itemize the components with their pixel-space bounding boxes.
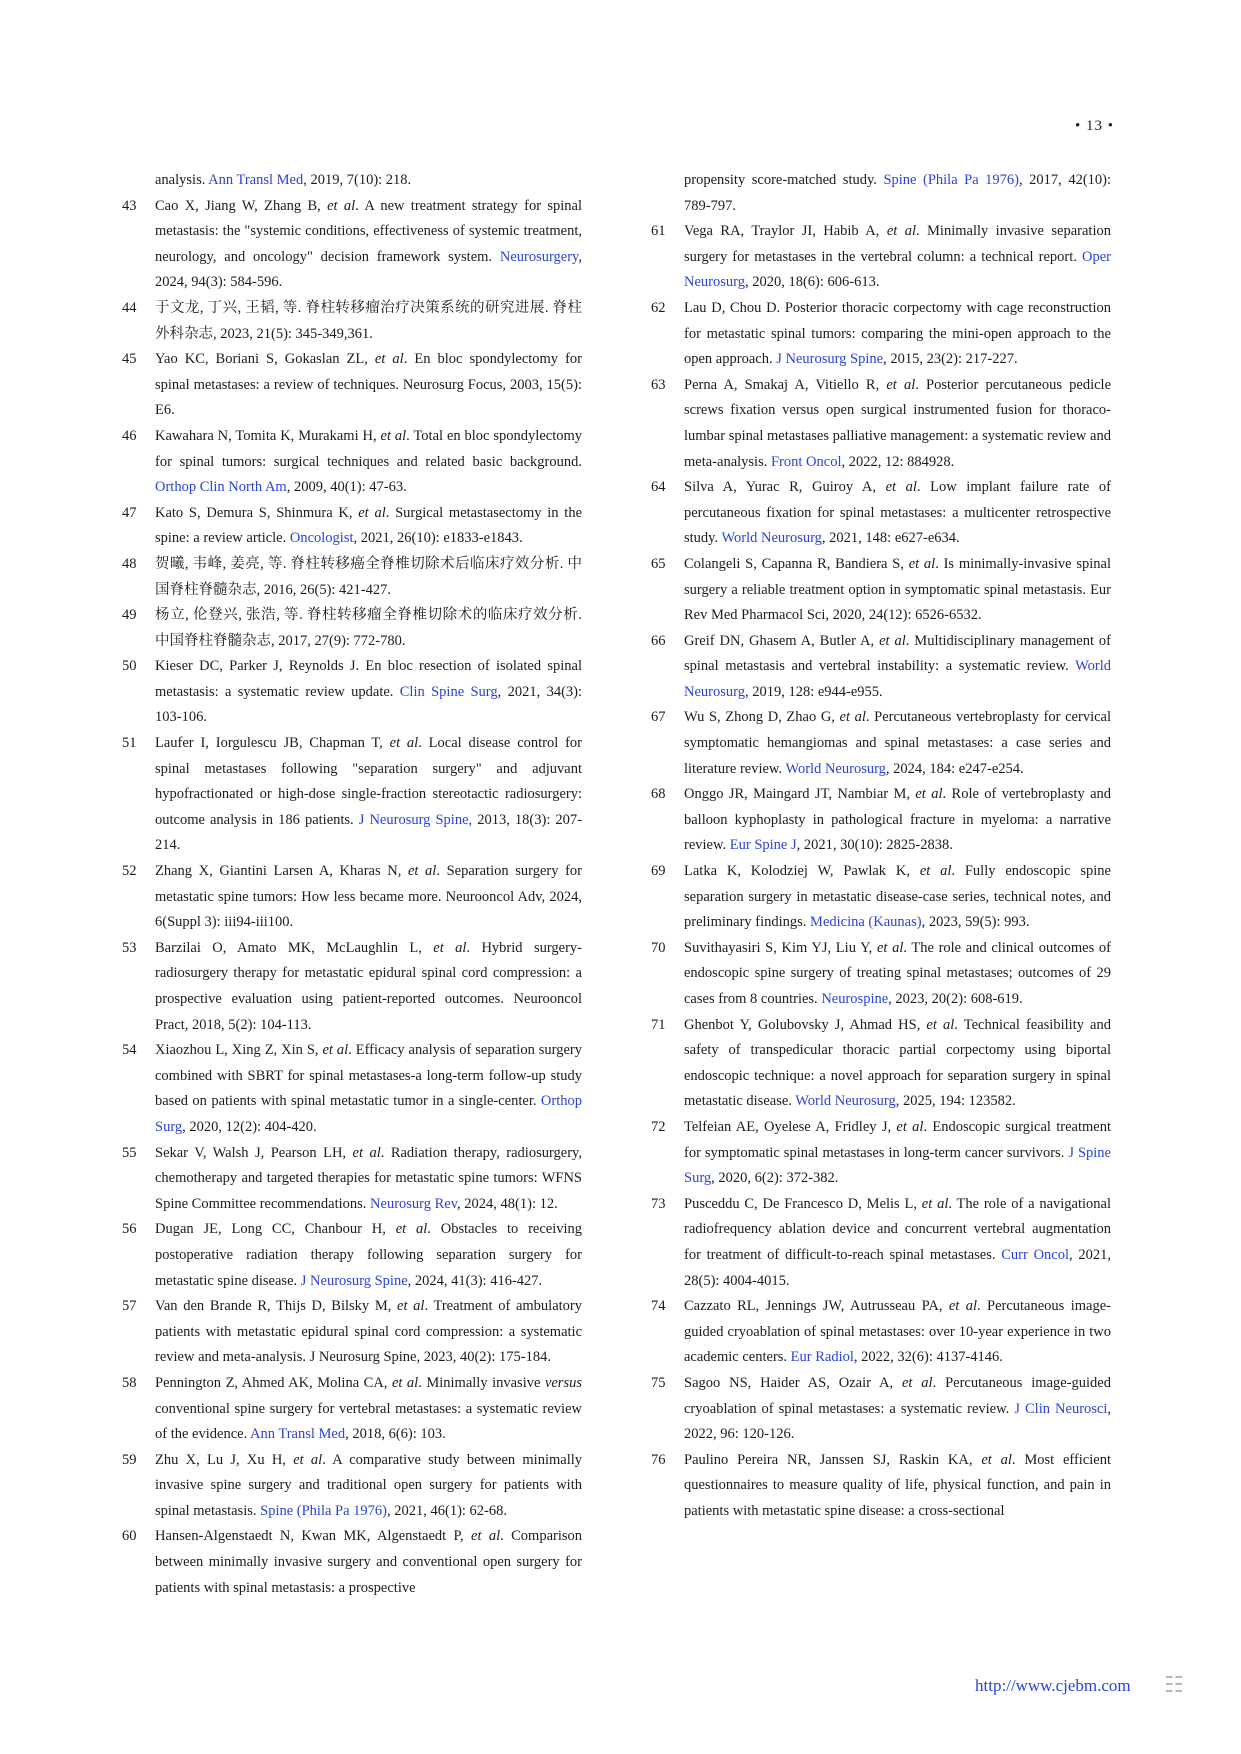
- journal-link[interactable]: J Neurosurg Spine: [300, 1272, 408, 1289]
- reference-item: [651, 219, 1111, 296]
- reference-text: . Minimally invasive: [418, 1374, 545, 1391]
- reference-text: . Radiation therapy, radiosurgery, chemotherapy and targeted therapies for metastatic spine tumors: WFNS Spine Committee recommendations.: [155, 1144, 582, 1212]
- journal-link[interactable]: Clin Spine Surg: [399, 683, 498, 700]
- reference-number: 49: [122, 607, 137, 624]
- reference-item: [651, 1371, 1111, 1448]
- reference-text: Silva A, Yurac R, Guiroy A,: [684, 479, 886, 496]
- reference-list-right: [651, 168, 1111, 1524]
- reference-number: 50: [122, 658, 137, 675]
- reference-item: [651, 705, 1111, 782]
- italic-text: et al: [407, 863, 437, 880]
- reference-text: Cao X, Jiang W, Zhang B,: [155, 197, 328, 214]
- reference-text: . Technical feasibility and safety of transpedicular thoracic partial corpectomy using biportal endoscopic technique: a novel approach for separation surgery in spinal metastatic disease.: [684, 1016, 1111, 1110]
- reference-text: , 2020, 18(6): 606-613.: [744, 274, 880, 291]
- reference-text: , 2021, 46(1): 62-68.: [387, 1502, 508, 1519]
- reference-number: 47: [122, 504, 137, 521]
- reference-item: [122, 1217, 582, 1294]
- reference-number: 72: [651, 1118, 666, 1135]
- reference-number: 61: [651, 223, 666, 240]
- reference-text: Dugan JE, Long CC, Chanbour H,: [155, 1221, 396, 1238]
- reference-item: [122, 1524, 582, 1601]
- reference-text: . En bloc spondylectomy for spinal metastases: a review of techniques. Neurosurg Focus, 2003, 15(5): E6.: [155, 351, 582, 419]
- italic-text: et al: [293, 1451, 323, 1468]
- italic-text: et al: [389, 735, 419, 752]
- reference-text: . Hybrid surgery-radiosurgery therapy for metastatic epidural spinal cord compression: a prospective evaluation using patient-reported outcomes. Neurooncol Pract, 2018, 5(2): 104-113.: [155, 939, 582, 1033]
- reference-text: Pennington Z, Ahmed AK, Molina CA,: [155, 1374, 392, 1391]
- reference-text: , 2019, 128: e944-e955.: [744, 683, 883, 700]
- reference-item: [122, 731, 582, 859]
- reference-text: . Role of vertebroplasty and balloon kyphoplasty in pathological fracture in myeloma: a narrative review.: [684, 786, 1112, 854]
- reference-text: Van den Brande R, Thijs D, Bilsky M,: [155, 1298, 398, 1315]
- reference-text: Perna A, Smakaj A, Vitiello R,: [684, 376, 887, 393]
- journal-link[interactable]: World Neurosurg: [684, 658, 1111, 700]
- reference-number: 67: [651, 709, 666, 726]
- italic-text: et al: [886, 376, 916, 393]
- italic-text: et al: [327, 197, 356, 214]
- journal-link[interactable]: Neurosurgery: [499, 248, 579, 265]
- reference-number: 76: [651, 1451, 666, 1468]
- italic-text: et al: [471, 1528, 501, 1545]
- reference-text: , 2021, 148: e627-e634.: [821, 530, 960, 547]
- reference-text: . Total en bloc spondylectomy for spinal tumors: surgical techniques and related basic background.: [155, 427, 583, 470]
- journal-link[interactable]: J Spine Surg: [684, 1144, 1111, 1187]
- journal-link[interactable]: Front Oncol: [770, 453, 842, 470]
- reference-text: , 2017, 42(10): 789-797.: [684, 172, 1112, 214]
- italic-text: et al: [896, 1118, 924, 1135]
- reference-number: 55: [122, 1144, 137, 1161]
- journal-logo-icon: ☷: [1164, 1672, 1184, 1697]
- reference-list-left: [122, 168, 582, 1601]
- reference-text: , 2020, 6(2): 372-382.: [711, 1170, 839, 1187]
- reference-item: [122, 603, 582, 654]
- reference-item: [122, 1294, 582, 1371]
- reference-text: 于文龙, 丁兴, 王韬, 等. 脊柱转移瘤治疗决策系统的研究进展. 脊柱外科杂志, 2023, 21(5): 345-349,361.: [155, 299, 582, 342]
- italic-text: et al: [391, 1374, 419, 1391]
- reference-number: 70: [651, 939, 666, 956]
- journal-link[interactable]: Orthop Clin North Am: [155, 479, 287, 496]
- reference-text: . Percutaneous image-guided cryoablation of spinal metastases: over 10-year experience in two academic centers.: [684, 1298, 1111, 1366]
- journal-link[interactable]: Ann Transl Med: [250, 1426, 346, 1443]
- reference-text: , 2024, 41(3): 416-427.: [407, 1272, 543, 1289]
- reference-text: , 2023, 59(5): 993.: [921, 914, 1030, 931]
- reference-item: [651, 296, 1111, 373]
- reference-text: 2013, 18(3): 207-214.: [155, 811, 582, 854]
- reference-text: . Obstacles to receiving postoperative radiation therapy following separation surgery for metastatic spine disease.: [155, 1221, 583, 1289]
- page-number: • 13 •: [1075, 118, 1115, 134]
- reference-text: . A new treatment strategy for spinal metastasis: the "systemic conditions, effectiveness of systemic treatment, neurology, and oncology" decision framework system.: [155, 197, 582, 265]
- reference-number: 69: [651, 863, 666, 880]
- journal-link[interactable]: J Neurosurg Spine,: [358, 811, 473, 828]
- reference-text: , 2024, 94(3): 584-596.: [155, 248, 582, 291]
- reference-text: . Comparison between minimally invasive surgery and conventional open surgery for patients with spinal metastasis: a prospective: [155, 1528, 582, 1596]
- reference-number: 74: [651, 1298, 666, 1315]
- reference-text: , 2025, 194: 123582.: [895, 1093, 1016, 1110]
- reference-item: [122, 1371, 582, 1448]
- reference-text: Latka K, Kolodziej W, Pawlak K,: [684, 863, 920, 880]
- reference-text: . Endoscopic surgical treatment for symptomatic spinal metastases in long-term cancer survivors.: [684, 1118, 1111, 1161]
- reference-text: Kieser DC, Parker J, Reynolds J. En bloc resection of isolated spinal metastasis: a systematic review update.: [155, 658, 582, 700]
- reference-text: . Surgical metastasectomy in the spine: a review article.: [155, 504, 583, 547]
- reference-text: , 2020, 12(2): 404-420.: [182, 1118, 317, 1135]
- reference-number: 46: [122, 427, 137, 444]
- reference-item: [651, 1013, 1111, 1115]
- reference-number: 65: [651, 555, 666, 572]
- journal-link[interactable]: Medicina (Kaunas): [810, 914, 922, 931]
- reference-text: , 2024, 48(1): 12.: [457, 1195, 558, 1212]
- reference-text: . Low implant failure rate of percutaneous fixation for spinal metastases: a multicenter retrospective study.: [684, 479, 1111, 547]
- reference-number: 44: [122, 299, 137, 316]
- reference-number: 60: [122, 1528, 137, 1545]
- journal-link[interactable]: Neurospine: [821, 991, 889, 1007]
- reference-number: 57: [122, 1298, 137, 1315]
- reference-text: . Efficacy analysis of separation surgery combined with SBRT for spinal metastases-a long-term follow-up study based on patients with spinal metastatic tumor in a single-center.: [155, 1042, 582, 1110]
- reference-text: Onggo JR, Maingard JT, Nambiar M,: [684, 786, 916, 803]
- italic-text: et al: [915, 786, 943, 803]
- reference-text: Cazzato RL, Jennings JW, Autrusseau PA,: [684, 1298, 949, 1315]
- reference-text: , 2022, 96: 120-126.: [684, 1400, 1112, 1443]
- reference-item: [122, 1141, 582, 1218]
- reference-text: analysis.: [155, 172, 209, 188]
- reference-item: [651, 782, 1111, 859]
- reference-number: 59: [122, 1451, 137, 1468]
- reference-number: 63: [651, 376, 666, 393]
- reference-text: . Multidisciplinary management of spinal metastasis and vertebral instability: a systematic review.: [684, 632, 1111, 675]
- journal-link[interactable]: J Neurosurg Spine: [776, 351, 884, 368]
- reference-item: [651, 1448, 1111, 1525]
- reference-number: 58: [122, 1374, 137, 1391]
- italic-text: et al: [886, 223, 916, 240]
- italic-text: et al: [879, 632, 906, 649]
- reference-item: [651, 373, 1111, 475]
- reference-text: Paulino Pereira NR, Janssen SJ, Raskin KA,: [684, 1451, 982, 1468]
- reference-text: 杨立, 伦登兴, 张浩, 等. 脊柱转移瘤全脊椎切除术的临床疗效分析. 中国脊柱脊髓杂志, 2017, 27(9): 772-780.: [155, 607, 582, 649]
- italic-text: et al: [352, 1144, 381, 1161]
- reference-text: , 2019, 7(10): 218.: [303, 172, 412, 188]
- reference-text: . Treatment of ambulatory patients with metastatic epidural spinal cord compression: a systematic review and meta-analysis. J Neurosurg Spine, 2023, 40(2): 175-184.: [155, 1298, 583, 1366]
- reference-item: [122, 296, 582, 347]
- journal-link[interactable]: World Neurosurg: [721, 530, 822, 547]
- reference-text: , 2018, 6(6): 103.: [345, 1426, 446, 1443]
- reference-number: 45: [122, 351, 137, 368]
- reference-text: , 2021, 28(5): 4004-4015.: [684, 1246, 1112, 1289]
- reference-text: . Separation surgery for metastatic spine tumors: How less became more. Neurooncol Adv, 2024, 6(Suppl 3): iii94-iii100.: [155, 863, 582, 931]
- reference-text: Barzilai O, Amato MK, McLaughlin L,: [155, 939, 434, 956]
- reference-text: Pusceddu C, De Francesco D, Melis L,: [684, 1195, 922, 1212]
- italic-text: et al: [981, 1451, 1012, 1468]
- journal-link[interactable]: Spine (Phila Pa 1976): [260, 1502, 387, 1519]
- reference-text: propensity score-matched study.: [684, 172, 884, 188]
- reference-item: [651, 1115, 1111, 1192]
- reference-text: Sekar V, Walsh J, Pearson LH,: [155, 1144, 353, 1161]
- italic-text: et al: [358, 504, 386, 521]
- reference-text: Hansen-Algenstaedt N, Kwan MK, Algenstaedt P,: [155, 1528, 472, 1545]
- reference-text: . Minimally invasive separation surgery for metastases in the vertebral column: a technical report.: [684, 223, 1111, 265]
- reference-text: Zhang X, Giantini Larsen A, Kharas N,: [155, 863, 408, 880]
- reference-text: conventional spine surgery for vertebral metastases: a systematic review of the evidence.: [155, 1400, 582, 1443]
- journal-link[interactable]: Oncologist: [289, 530, 354, 547]
- reference-text: . Most efficient questionnaires to measure quality of life, physical function, and pain in patients with metastatic spine disease: a cross-sectional: [684, 1451, 1111, 1519]
- italic-text: et al: [322, 1042, 349, 1059]
- reference-text: Suvithayasiri S, Kim YJ, Liu Y,: [684, 939, 877, 956]
- reference-text: Lau D, Chou D. Posterior thoracic corpectomy with cage reconstruction for metastatic spinal tumors: comparing the mini-open approach to the open approach.: [684, 299, 1111, 368]
- reference-number: 68: [651, 786, 666, 803]
- italic-text: et al: [948, 1298, 977, 1315]
- reference-number: 56: [122, 1221, 137, 1238]
- reference-number: 43: [122, 197, 137, 214]
- reference-text: Sagoo NS, Haider AS, Ozair A,: [684, 1374, 902, 1391]
- reference-text: . Posterior percutaneous pedicle screws fixation versus open surgical instrumented fusion for thoraco-lumbar spinal metastases palliative management: a systematic review and meta-analysis.: [684, 376, 1112, 470]
- reference-text: . The role of a navigational radiofrequency ablation device and concurrent vertebral augmentation for treatment of difficult-to-reach spinal metastases.: [684, 1195, 1111, 1263]
- reference-text: , 2009, 40(1): 47-63.: [286, 479, 407, 496]
- journal-link[interactable]: World Neurosurg: [785, 760, 886, 777]
- italic-text: et al: [908, 555, 936, 572]
- reference-text: Xiaozhou L, Xing Z, Xin S,: [155, 1042, 323, 1059]
- italic-text: et al: [374, 351, 404, 368]
- journal-link[interactable]: Neurosurg Rev: [370, 1195, 458, 1212]
- reference-number: 71: [651, 1016, 666, 1033]
- italic-text: et al: [395, 1221, 428, 1238]
- reference-text: , 2015, 23(2): 217-227.: [883, 351, 1018, 368]
- reference-text: Zhu X, Lu J, Xu H,: [155, 1451, 294, 1468]
- italic-text: et al: [901, 1374, 933, 1391]
- reference-text: , 2021, 26(10): e1833-e1843.: [353, 530, 523, 547]
- reference-number: 62: [651, 299, 666, 316]
- reference-number: 73: [651, 1195, 666, 1212]
- reference-item: [122, 654, 582, 731]
- reference-number: 48: [122, 555, 137, 572]
- reference-text: , 2024, 184: e247-e254.: [885, 760, 1024, 777]
- reference-item: [651, 629, 1111, 706]
- reference-text: Telfeian AE, Oyelese A, Fridley J,: [684, 1118, 897, 1135]
- journal-link[interactable]: J Clin Neurosci: [1014, 1400, 1108, 1417]
- reference-text: 贺曦, 韦峰, 姜亮, 等. 脊柱转移癌全脊椎切除术后临床疗效分析. 中国脊柱脊髓杂志, 2016, 26(5): 421-427.: [155, 555, 582, 598]
- italic-text: et al: [397, 1298, 425, 1315]
- reference-item: [122, 347, 582, 424]
- journal-link[interactable]: Spine (Phila Pa 1976): [883, 172, 1020, 188]
- reference-text: . A comparative study between minimally invasive spine surgery and traditional open surgery for patients with spinal metastasis.: [155, 1451, 582, 1519]
- reference-text: , 2021, 30(10): 2825-2838.: [796, 837, 953, 854]
- reference-item: [122, 1448, 582, 1525]
- journal-link[interactable]: Eur Radiol: [790, 1349, 854, 1366]
- reference-number: 75: [651, 1374, 666, 1391]
- reference-number: 53: [122, 939, 137, 956]
- reference-item: [122, 859, 582, 936]
- reference-text: , 2022, 12: 884928.: [841, 453, 955, 470]
- reference-item: [122, 1038, 582, 1140]
- reference-text: Ghenbot Y, Golubovsky J, Ahmad HS,: [684, 1016, 927, 1033]
- reference-item: [122, 194, 582, 296]
- reference-continuation: [651, 168, 1111, 219]
- reference-item: [651, 1294, 1111, 1371]
- reference-text: . Percutaneous image-guided cryoablation of spinal metastases: a systematic review.: [684, 1374, 1111, 1417]
- reference-text: . Fully endoscopic spine separation surgery in metastatic disease-case series, technical notes, and preliminary findings.: [684, 863, 1111, 931]
- reference-text: . Is minimally-invasive spinal surgery a reliable treatment option in symptomatic spinal metastasis. Eur Rev Med Pharmacol Sci, 2020, 24(12): 6526-6532.: [684, 555, 1111, 624]
- reference-item: [122, 552, 582, 603]
- italic-text: et al: [919, 863, 952, 880]
- journal-link[interactable]: World Neurosurg: [795, 1093, 896, 1110]
- reference-text: Kato S, Demura S, Shinmura K,: [155, 504, 359, 521]
- italic-text: et al: [885, 479, 917, 496]
- journal-link[interactable]: Ann Transl Med: [208, 172, 304, 188]
- reference-item: [651, 936, 1111, 1013]
- reference-item: [651, 475, 1111, 552]
- reference-text: . Local disease control for spinal metastases following "separation surgery" and adjuvant hypofractionated or high-dose single-fraction stereotactic radiosurgery: outcome analysis in 186 patients.: [155, 735, 583, 828]
- italic-text: et al: [876, 939, 904, 956]
- reference-text: Laufer I, Iorgulescu JB, Chapman T,: [155, 735, 390, 752]
- reference-number: 66: [651, 632, 666, 649]
- italic-text: et al: [433, 939, 467, 956]
- reference-text: Colangeli S, Capanna R, Bandiera S,: [684, 555, 909, 572]
- reference-text: . Percutaneous vertebroplasty for cervical symptomatic hemangiomas and spinal metastases: a case series and literature review.: [684, 709, 1111, 777]
- reference-text: Vega RA, Traylor JI, Habib A,: [684, 223, 887, 240]
- reference-item: [651, 859, 1111, 936]
- journal-link[interactable]: Curr Oncol: [1001, 1246, 1070, 1263]
- italic-text: et al: [921, 1195, 949, 1212]
- italic-text: et al: [839, 709, 866, 726]
- journal-link[interactable]: Eur Spine J: [729, 837, 797, 854]
- reference-item: [651, 552, 1111, 629]
- journal-link[interactable]: Oper Neurosurg: [684, 248, 1111, 291]
- reference-item: [122, 936, 582, 1038]
- reference-text: , 2022, 32(6): 4137-4146.: [853, 1349, 1003, 1366]
- journal-link[interactable]: Orthop Surg: [155, 1093, 582, 1135]
- reference-number: 51: [122, 735, 137, 752]
- reference-number: 52: [122, 863, 137, 880]
- reference-number: 64: [651, 479, 666, 496]
- reference-text: Greif DN, Ghasem A, Butler A,: [684, 632, 880, 649]
- italic-text: et al: [380, 427, 407, 444]
- italic-text: et al: [926, 1016, 955, 1033]
- reference-item: [651, 1192, 1111, 1294]
- italic-text: versus: [544, 1374, 582, 1391]
- reference-text: Yao KC, Boriani S, Gokaslan ZL,: [155, 351, 375, 368]
- reference-item: [122, 424, 582, 501]
- reference-text: , 2021, 34(3): 103-106.: [155, 683, 583, 726]
- reference-continuation: [122, 168, 582, 194]
- reference-text: . The role and clinical outcomes of endoscopic spine surgery of treating spinal metastases; outcomes of 29 cases from 8 countries.: [684, 939, 1111, 1007]
- reference-item: [122, 501, 582, 552]
- reference-text: Wu S, Zhong D, Zhao G,: [684, 709, 840, 726]
- journal-website-link[interactable]: http://www.cjebm.com: [975, 1676, 1131, 1695]
- reference-text: , 2023, 20(2): 608-619.: [888, 991, 1023, 1007]
- reference-number: 54: [122, 1042, 137, 1059]
- reference-text: Kawahara N, Tomita K, Murakami H,: [155, 427, 381, 444]
